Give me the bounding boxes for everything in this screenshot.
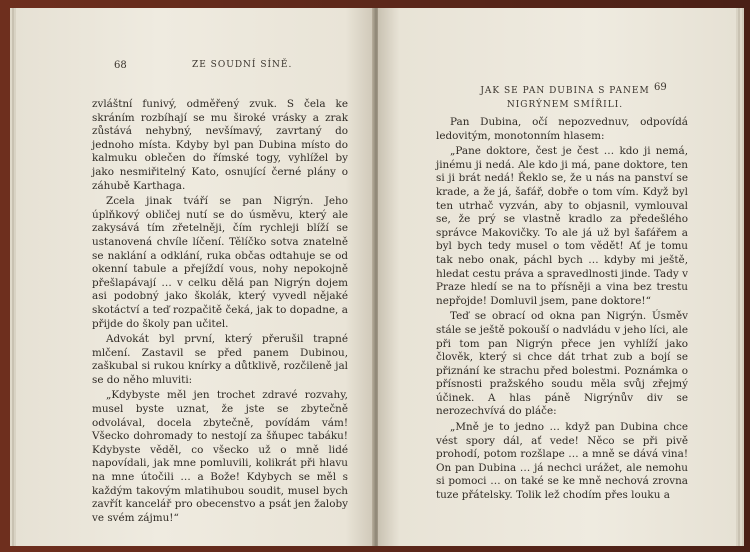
paragraph: „Mně je to jedno … když pan Dubina chce vést spory dál, ať vede! Něco se při pivě prohodí, potom rozšlape … a mně se dává vina! On pan Dubina … já nechci urážet, ale nemohu si pomoci … on také se ke mně nechová zrovna tuze přátelsky. Tolik lež chodím přes louku a xyxy=(436,421,688,502)
paragraph: „Kdybyste měl jen trochet zdravé rozvahy, musel byste uznat, že jste se zbytečně odvolával, docela zbytečně, povídám vám! Všecko dohromady to nestojí za šňupec tabáku! Kdybyste věděl, co všecko už o mně lidé napovídali, jak mne pomluvili, kolikrát při hlavu na mne útočili … a Bože! Kdybych se měl s každým takovým mlatihubou soudit, musel bych zavřít kancelář pro obecenstvo a psát jen žaloby ve svém zájmu!“ xyxy=(92,389,348,524)
paragraph: Teď se obrací od okna pan Nigrýn. Úsměv stále se ještě pokouší o nadvládu v jeho líci, ale při tom pan Nigrýn přece jen vyhlíží jako člověk, který si chce dát trhat zub a bojí se přiznání ke strachu před bolestmi. Poznámka o přísnosti pražského soudu měla svůj zřejmý účinek. A hlas páně Nigrýnův div se nerozechvívá do pláče: xyxy=(436,310,688,418)
body-text xyxy=(436,116,688,503)
paragraph: Advokát byl první, který přerušil trapné mlčení. Zastavil se před panem Dubinou, zaškubal si rukou knírky a důtklivě, rozčileně jal se do něho mluviti: xyxy=(92,333,348,386)
right-page xyxy=(378,8,736,546)
paragraph: Zcela jinak tváří se pan Nigrýn. Jeho úplňkový obličej nutí se do úsměvu, který ale zakysává tím zřetelněji, čím rychleji blíží se ustanovená chvíle líčení. Tělíčko sotva znatelně se naklání a odklání, ruka občas odtahuje se od okenní tabule a přejíždí vous, nohy nepokojně přešlapávají … v celku dělá pan Nigrýn dojem asi podobný jako školák, který vyvedl nějaké skotáctví a teď rozpačitě čeká, jak to dopadne, a přijde do školy pan učitel. xyxy=(92,195,348,330)
paragraph: Pan Dubina, očí nepozvednuv, odpovídá ledovitým, monotonním hlasem: xyxy=(436,116,688,142)
left-page xyxy=(16,8,374,546)
running-head: ZE SOUDNÍ SÍNĚ. xyxy=(192,60,293,70)
paragraph: „Pane doktore, čest je čest … kdo ji nemá, jinému ji nedá. Ale kdo ji má, pane doktore, ten si ji brát nedá! Řeklo se, že u nás na panství se krade, a že já, šafář, dobře o tom vím. Když byl ten utrhač vyzván, aby to objasnil, vymlouval se, že prý se vlastně kradlo za předešlého správce Makovičky. To ale já už byl šafářem a byl bych tedy musel o tom vědět! Ať je tomu tak nebo onak, páchl bych … kdyby mi ještě, hledat cestu práva a spravedlnosti jinde. Tady v Praze hledí se na to přísněji a vina bez trestu nepřojde! Domluvil jsem, pane doktore!“ xyxy=(436,145,688,307)
body-text xyxy=(92,98,348,525)
page-number: 69 xyxy=(654,82,667,93)
running-head: JAK SE PAN DUBINA S PANEM NIGRÝNEM SMÍŘILI. xyxy=(480,86,650,110)
paragraph: zvláštní funivý, odměřený zvuk. S čela ke skráním rozbíhají se mu široké vrásky a zrak zůstává nehybný, nevšímavý, zavrtaný do jednoho místa. Kdyby byl pan Dubina místo do kalmuku oblečen do římské togy, vyhlížel by jako nesmiřitelný Kato, osnující černé plány o záhubě Karthaga. xyxy=(92,98,348,192)
page-number: 68 xyxy=(114,60,127,71)
